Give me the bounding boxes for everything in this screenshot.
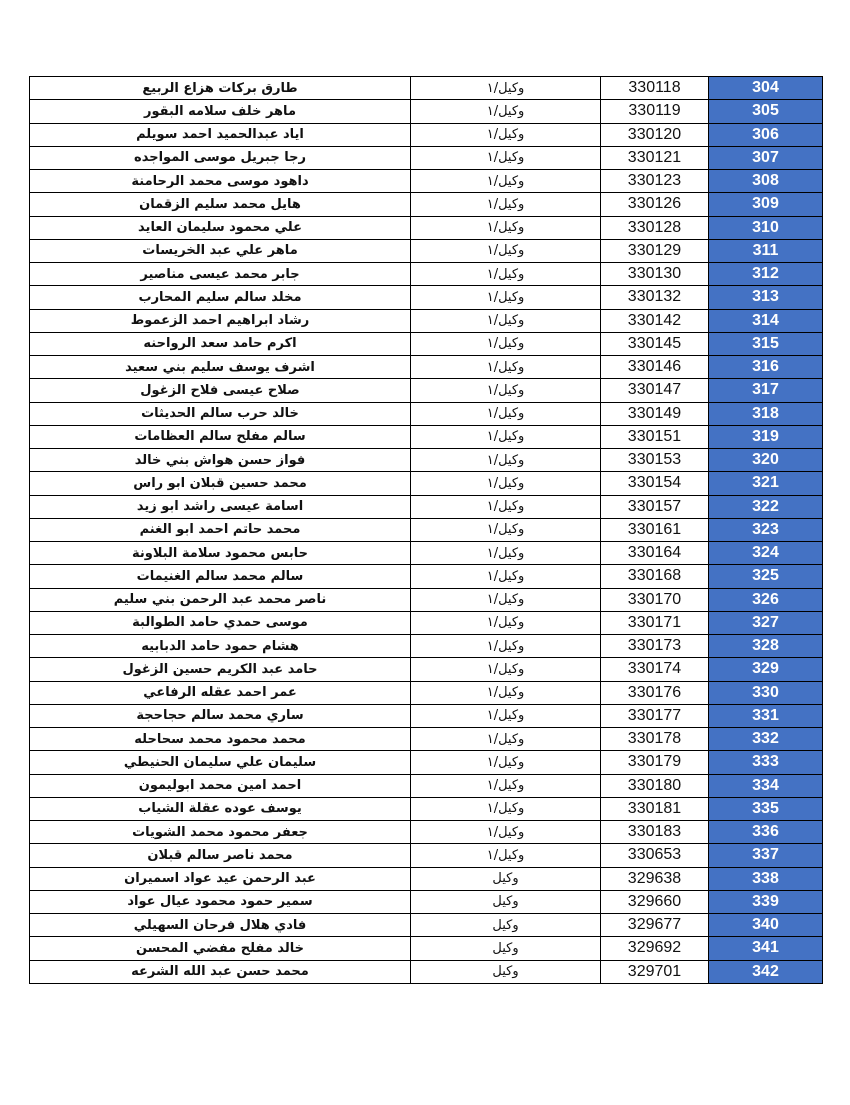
rank-cell: وكيل/١ <box>411 635 601 658</box>
rank-cell: وكيل/١ <box>411 310 601 333</box>
id-cell: 330173 <box>601 635 709 658</box>
table-row <box>30 472 823 495</box>
serial-number-cell: 313 <box>709 286 823 309</box>
table-row <box>30 705 823 728</box>
serial-number-cell: 309 <box>709 193 823 216</box>
table-row <box>30 891 823 914</box>
table-row <box>30 286 823 309</box>
id-cell: 330145 <box>601 333 709 356</box>
name-cell: هشام حمود حامد الدبابيه <box>30 635 411 658</box>
table-row <box>30 751 823 774</box>
serial-number-cell: 328 <box>709 635 823 658</box>
rank-cell: وكيل/١ <box>411 124 601 147</box>
name-cell: مخلد سالم سليم المحارب <box>30 286 411 309</box>
id-cell: 330183 <box>601 821 709 844</box>
serial-number-cell: 335 <box>709 798 823 821</box>
name-cell: جعفر محمود محمد الشويات <box>30 821 411 844</box>
id-cell: 330181 <box>601 798 709 821</box>
name-cell: داهود موسى محمد الرحامنة <box>30 170 411 193</box>
id-cell: 330151 <box>601 426 709 449</box>
name-cell: طارق بركات هزاع الربيع <box>30 77 411 100</box>
id-cell: 330128 <box>601 217 709 240</box>
id-cell: 330142 <box>601 310 709 333</box>
id-cell: 330170 <box>601 589 709 612</box>
serial-number-cell: 322 <box>709 496 823 519</box>
id-cell: 329660 <box>601 891 709 914</box>
name-cell: ساري محمد سالم حجاحجة <box>30 705 411 728</box>
id-cell: 329677 <box>601 914 709 937</box>
id-cell: 330129 <box>601 240 709 263</box>
serial-number-cell: 323 <box>709 519 823 542</box>
id-cell: 330146 <box>601 356 709 379</box>
name-cell: ناصر محمد عبد الرحمن بني سليم <box>30 589 411 612</box>
serial-number-cell: 307 <box>709 147 823 170</box>
name-cell: فادي هلال فرحان السهيلي <box>30 914 411 937</box>
table-row <box>30 263 823 286</box>
rank-cell: وكيل/١ <box>411 403 601 426</box>
rank-cell: وكيل <box>411 961 601 984</box>
serial-number-cell: 310 <box>709 217 823 240</box>
id-cell: 330149 <box>601 403 709 426</box>
name-cell: احمد امين محمد ابوليمون <box>30 775 411 798</box>
name-cell: خالد حرب سالم الحديثات <box>30 403 411 426</box>
id-cell: 330153 <box>601 449 709 472</box>
name-cell: ماهر علي عبد الخريسات <box>30 240 411 263</box>
serial-number-cell: 308 <box>709 170 823 193</box>
personnel-table <box>29 76 823 984</box>
serial-number-cell: 319 <box>709 426 823 449</box>
id-cell: 330168 <box>601 565 709 588</box>
table-row <box>30 658 823 681</box>
serial-number-cell: 315 <box>709 333 823 356</box>
rank-cell: وكيل/١ <box>411 379 601 402</box>
name-cell: عبد الرحمن عيد عواد اسميران <box>30 868 411 891</box>
table-row <box>30 635 823 658</box>
table-row <box>30 333 823 356</box>
rank-cell: وكيل/١ <box>411 751 601 774</box>
rank-cell: وكيل/١ <box>411 193 601 216</box>
serial-number-cell: 318 <box>709 403 823 426</box>
name-cell: سليمان علي سليمان الحنيطي <box>30 751 411 774</box>
name-cell: خالد مفلح مفضي المحسن <box>30 937 411 960</box>
table-row <box>30 449 823 472</box>
serial-number-cell: 333 <box>709 751 823 774</box>
name-cell: رجا جبريل موسى المواجده <box>30 147 411 170</box>
name-cell: فواز حسن هواش بني خالد <box>30 449 411 472</box>
id-cell: 330119 <box>601 100 709 123</box>
table-row <box>30 100 823 123</box>
rank-cell: وكيل <box>411 868 601 891</box>
name-cell: حابس محمود سلامة البلاونة <box>30 542 411 565</box>
name-cell: محمد ناصر سالم قبلان <box>30 844 411 867</box>
rank-cell: وكيل/١ <box>411 589 601 612</box>
rank-cell: وكيل/١ <box>411 844 601 867</box>
name-cell: رشاد ابراهيم احمد الزعموط <box>30 310 411 333</box>
table-row <box>30 240 823 263</box>
id-cell: 330132 <box>601 286 709 309</box>
id-cell: 330171 <box>601 612 709 635</box>
rank-cell: وكيل/١ <box>411 612 601 635</box>
table-row <box>30 612 823 635</box>
serial-number-cell: 331 <box>709 705 823 728</box>
name-cell: محمد حسن عبد الله الشرعه <box>30 961 411 984</box>
id-cell: 330179 <box>601 751 709 774</box>
table-row <box>30 310 823 333</box>
serial-number-cell: 341 <box>709 937 823 960</box>
id-cell: 330164 <box>601 542 709 565</box>
name-cell: عمر احمد عقله الرفاعي <box>30 682 411 705</box>
name-cell: يوسف عوده عقلة الشياب <box>30 798 411 821</box>
name-cell: هايل محمد سليم الزقمان <box>30 193 411 216</box>
table-row <box>30 426 823 449</box>
name-cell: محمد حسين قبلان ابو راس <box>30 472 411 495</box>
id-cell: 330177 <box>601 705 709 728</box>
rank-cell: وكيل/١ <box>411 682 601 705</box>
serial-number-cell: 338 <box>709 868 823 891</box>
id-cell: 330174 <box>601 658 709 681</box>
serial-number-cell: 316 <box>709 356 823 379</box>
table-row <box>30 565 823 588</box>
rank-cell: وكيل/١ <box>411 240 601 263</box>
rank-cell: وكيل <box>411 937 601 960</box>
id-cell: 330154 <box>601 472 709 495</box>
table-row <box>30 496 823 519</box>
serial-number-cell: 325 <box>709 565 823 588</box>
id-cell: 329701 <box>601 961 709 984</box>
rank-cell: وكيل/١ <box>411 705 601 728</box>
id-cell: 330126 <box>601 193 709 216</box>
rank-cell: وكيل/١ <box>411 147 601 170</box>
rank-cell: وكيل <box>411 914 601 937</box>
id-cell: 330176 <box>601 682 709 705</box>
name-cell: صلاح عيسى فلاح الزغول <box>30 379 411 402</box>
serial-number-cell: 321 <box>709 472 823 495</box>
rank-cell: وكيل/١ <box>411 542 601 565</box>
name-cell: سالم مفلح سالم العظامات <box>30 426 411 449</box>
rank-cell: وكيل/١ <box>411 519 601 542</box>
table-row <box>30 682 823 705</box>
rank-cell: وكيل <box>411 891 601 914</box>
table-row <box>30 542 823 565</box>
id-cell: 330157 <box>601 496 709 519</box>
name-cell: محمد محمود محمد سحاحله <box>30 728 411 751</box>
name-cell: ماهر خلف سلامه البقور <box>30 100 411 123</box>
rank-cell: وكيل/١ <box>411 728 601 751</box>
id-cell: 329692 <box>601 937 709 960</box>
serial-number-cell: 306 <box>709 124 823 147</box>
serial-number-cell: 327 <box>709 612 823 635</box>
serial-number-cell: 336 <box>709 821 823 844</box>
name-cell: اياد عبدالحميد احمد سويلم <box>30 124 411 147</box>
rank-cell: وكيل/١ <box>411 333 601 356</box>
rank-cell: وكيل/١ <box>411 217 601 240</box>
name-cell: علي محمود سليمان العايد <box>30 217 411 240</box>
id-cell: 330161 <box>601 519 709 542</box>
name-cell: محمد حاتم احمد ابو الغنم <box>30 519 411 542</box>
name-cell: سمير حمود محمود عيال عواد <box>30 891 411 914</box>
table-row <box>30 147 823 170</box>
table-row <box>30 937 823 960</box>
id-cell: 330653 <box>601 844 709 867</box>
table-row <box>30 844 823 867</box>
table-row <box>30 519 823 542</box>
serial-number-cell: 317 <box>709 379 823 402</box>
table-row <box>30 775 823 798</box>
serial-number-cell: 342 <box>709 961 823 984</box>
rank-cell: وكيل/١ <box>411 356 601 379</box>
serial-number-cell: 320 <box>709 449 823 472</box>
name-cell: اسامة عيسى راشد ابو زيد <box>30 496 411 519</box>
table-row <box>30 379 823 402</box>
serial-number-cell: 312 <box>709 263 823 286</box>
table-row <box>30 170 823 193</box>
rank-cell: وكيل/١ <box>411 472 601 495</box>
rank-cell: وكيل/١ <box>411 263 601 286</box>
serial-number-cell: 326 <box>709 589 823 612</box>
id-cell: 330123 <box>601 170 709 193</box>
id-cell: 330180 <box>601 775 709 798</box>
rank-cell: وكيل/١ <box>411 798 601 821</box>
table-row <box>30 217 823 240</box>
id-cell: 330147 <box>601 379 709 402</box>
rank-cell: وكيل/١ <box>411 77 601 100</box>
serial-number-cell: 305 <box>709 100 823 123</box>
serial-number-cell: 311 <box>709 240 823 263</box>
table-row <box>30 728 823 751</box>
rank-cell: وكيل/١ <box>411 775 601 798</box>
name-cell: حامد عبد الكريم حسين الزغول <box>30 658 411 681</box>
table-row <box>30 961 823 984</box>
serial-number-cell: 330 <box>709 682 823 705</box>
name-cell: جابر محمد عيسى مناصير <box>30 263 411 286</box>
table-row <box>30 356 823 379</box>
rank-cell: وكيل/١ <box>411 821 601 844</box>
id-cell: 330178 <box>601 728 709 751</box>
serial-number-cell: 337 <box>709 844 823 867</box>
serial-number-cell: 314 <box>709 310 823 333</box>
name-cell: موسى حمدي حامد الطوالبة <box>30 612 411 635</box>
serial-number-cell: 324 <box>709 542 823 565</box>
table-row <box>30 77 823 100</box>
serial-number-cell: 334 <box>709 775 823 798</box>
rank-cell: وكيل/١ <box>411 170 601 193</box>
id-cell: 330121 <box>601 147 709 170</box>
table-row <box>30 124 823 147</box>
rank-cell: وكيل/١ <box>411 286 601 309</box>
table-row <box>30 403 823 426</box>
rank-cell: وكيل/١ <box>411 496 601 519</box>
table-row <box>30 914 823 937</box>
table-row <box>30 821 823 844</box>
rank-cell: وكيل/١ <box>411 565 601 588</box>
serial-number-cell: 340 <box>709 914 823 937</box>
rank-cell: وكيل/١ <box>411 426 601 449</box>
serial-number-cell: 332 <box>709 728 823 751</box>
table-row <box>30 798 823 821</box>
id-cell: 329638 <box>601 868 709 891</box>
serial-number-cell: 304 <box>709 77 823 100</box>
rank-cell: وكيل/١ <box>411 449 601 472</box>
rank-cell: وكيل/١ <box>411 100 601 123</box>
serial-number-cell: 329 <box>709 658 823 681</box>
id-cell: 330118 <box>601 77 709 100</box>
id-cell: 330120 <box>601 124 709 147</box>
name-cell: اكرم حامد سعد الرواحنه <box>30 333 411 356</box>
serial-number-cell: 339 <box>709 891 823 914</box>
table-row <box>30 589 823 612</box>
id-cell: 330130 <box>601 263 709 286</box>
table-row <box>30 193 823 216</box>
name-cell: سالم محمد سالم الغنيمات <box>30 565 411 588</box>
table-row <box>30 868 823 891</box>
name-cell: اشرف يوسف سليم بني سعيد <box>30 356 411 379</box>
rank-cell: وكيل/١ <box>411 658 601 681</box>
